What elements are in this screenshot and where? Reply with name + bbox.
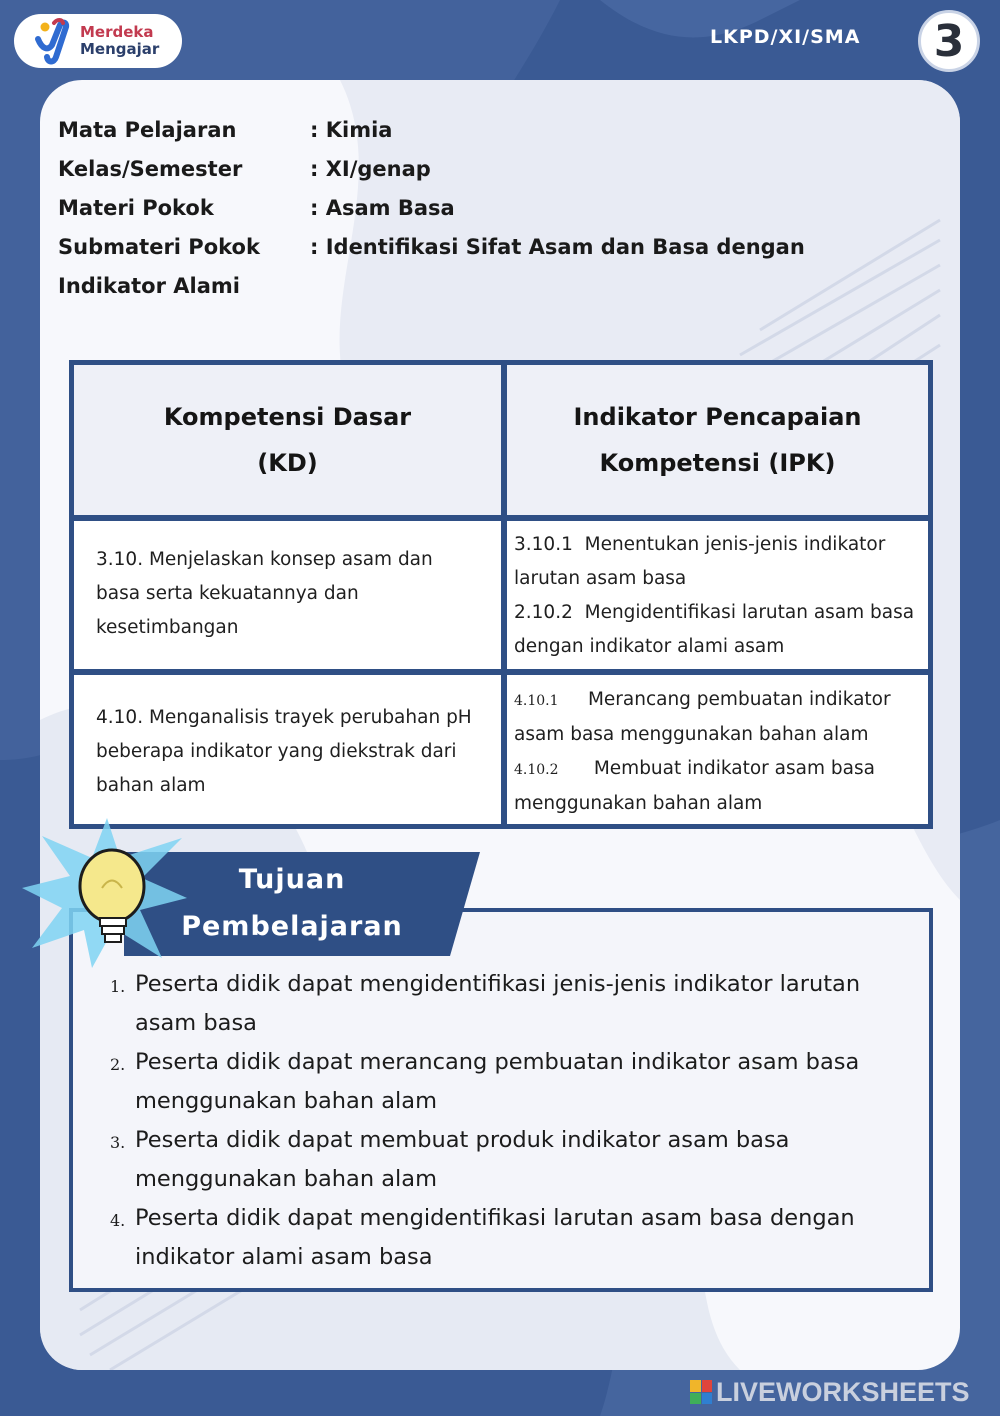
logo-line2: Mengajar [80, 40, 160, 58]
ipk-number: 4.10.1 [514, 693, 559, 709]
kd-cell: 4.10. Menganalisis trayek perubahan pH beberapa indikator yang diekstrak dari bahan alam [96, 707, 472, 796]
document-code: LKPD/XI/SMA [710, 26, 861, 48]
ipk-description: Menentukan jenis-jenis indikator larutan asam basa [514, 534, 886, 589]
kd-header-line1: Kompetensi Dasar [163, 403, 412, 431]
info-label: Submateri Pokok [58, 235, 260, 259]
table-divider-horizontal [74, 515, 928, 521]
objective-number: 4. [110, 1211, 126, 1230]
ipk-item [514, 528, 924, 596]
info-row [58, 118, 938, 157]
objective-number: 1. [110, 977, 126, 996]
liveworksheets-logo-icon [690, 1380, 712, 1404]
ipk-number: 2.10.2 [514, 602, 573, 623]
subject-info [58, 118, 938, 313]
objectives-title-line2: Pembelajaran [181, 911, 403, 942]
objective-text: Peserta didik dapat mengidentifikasi jenis-jenis indikator larutan asam basa [135, 971, 861, 1036]
info-label: Materi Pokok [58, 196, 214, 220]
objective-text: Peserta didik dapat membuat produk indikator asam basa menggunakan bahan alam [135, 1127, 790, 1192]
lightbulb-icon [22, 818, 192, 968]
logo-mark-icon [34, 17, 72, 65]
objective-item [110, 1043, 900, 1121]
objectives-title [150, 856, 434, 952]
info-value: : XI/genap [310, 157, 938, 196]
ipk-item [514, 752, 926, 821]
info-row [58, 196, 938, 235]
table-divider-vertical [501, 365, 507, 824]
objective-item [110, 1121, 900, 1199]
ipk-text [514, 596, 924, 664]
ipk-number: 4.10.2 [514, 762, 559, 778]
liveworksheets-watermark [690, 1376, 990, 1408]
ipk-header-line1: Indikator Pencapaian [573, 403, 862, 431]
ipk-description: Membuat indikator asam basa menggunakan bahan alam [514, 758, 875, 814]
ipk-cell [514, 683, 926, 823]
ipk-item [514, 683, 926, 752]
ipk-text [514, 683, 926, 752]
info-value: : Identifikasi Sifat Asam dan Basa dengan [310, 235, 938, 274]
watermark-text: LIVEWORKSHEETS [716, 1376, 970, 1407]
kd-cell: 3.10. Menjelaskan konsep asam dan basa serta kekuatannya dan kesetimbangan [96, 549, 433, 638]
info-row [58, 235, 938, 274]
info-value: : Kimia [310, 118, 938, 157]
kd-header-line2: (KD) [257, 449, 318, 477]
objectives-list [110, 965, 900, 1277]
info-continuation: Indikator Alami [58, 274, 240, 298]
ipk-number: 3.10.1 [514, 534, 573, 555]
kd-header [74, 365, 501, 515]
table-divider-horizontal [74, 669, 928, 675]
ipk-item [514, 596, 924, 664]
ipk-description: Mengidentifikasi larutan asam basa dengan indikator alami asam [514, 602, 915, 657]
objective-number: 3. [110, 1133, 126, 1152]
objective-text: Peserta didik dapat merancang pembuatan indikator asam basa menggunakan bahan alam [135, 1049, 860, 1114]
competency-table [69, 360, 933, 829]
ipk-description: Merancang pembuatan indikator asam basa menggunakan bahan alam [514, 689, 891, 745]
ipk-cell [514, 528, 924, 668]
info-label: Kelas/Semester [58, 157, 243, 181]
objective-text: Peserta didik dapat mengidentifikasi larutan asam basa dengan indikator alami asam basa [135, 1205, 855, 1270]
objectives-title-line1: Tujuan [238, 864, 346, 895]
info-label: Mata Pelajaran [58, 118, 237, 142]
ipk-header [507, 365, 928, 515]
ipk-text [514, 528, 924, 596]
page-number-badge: 3 [918, 10, 980, 72]
objective-number: 2. [110, 1055, 126, 1074]
objective-item [110, 1199, 900, 1277]
merdeka-mengajar-logo [14, 14, 182, 68]
objective-item [110, 965, 900, 1043]
info-value: : Asam Basa [310, 196, 938, 235]
logo-line1: Merdeka [80, 23, 154, 41]
ipk-header-line2: Kompetensi (IPK) [599, 449, 836, 477]
ipk-text [514, 752, 926, 821]
info-row [58, 157, 938, 196]
